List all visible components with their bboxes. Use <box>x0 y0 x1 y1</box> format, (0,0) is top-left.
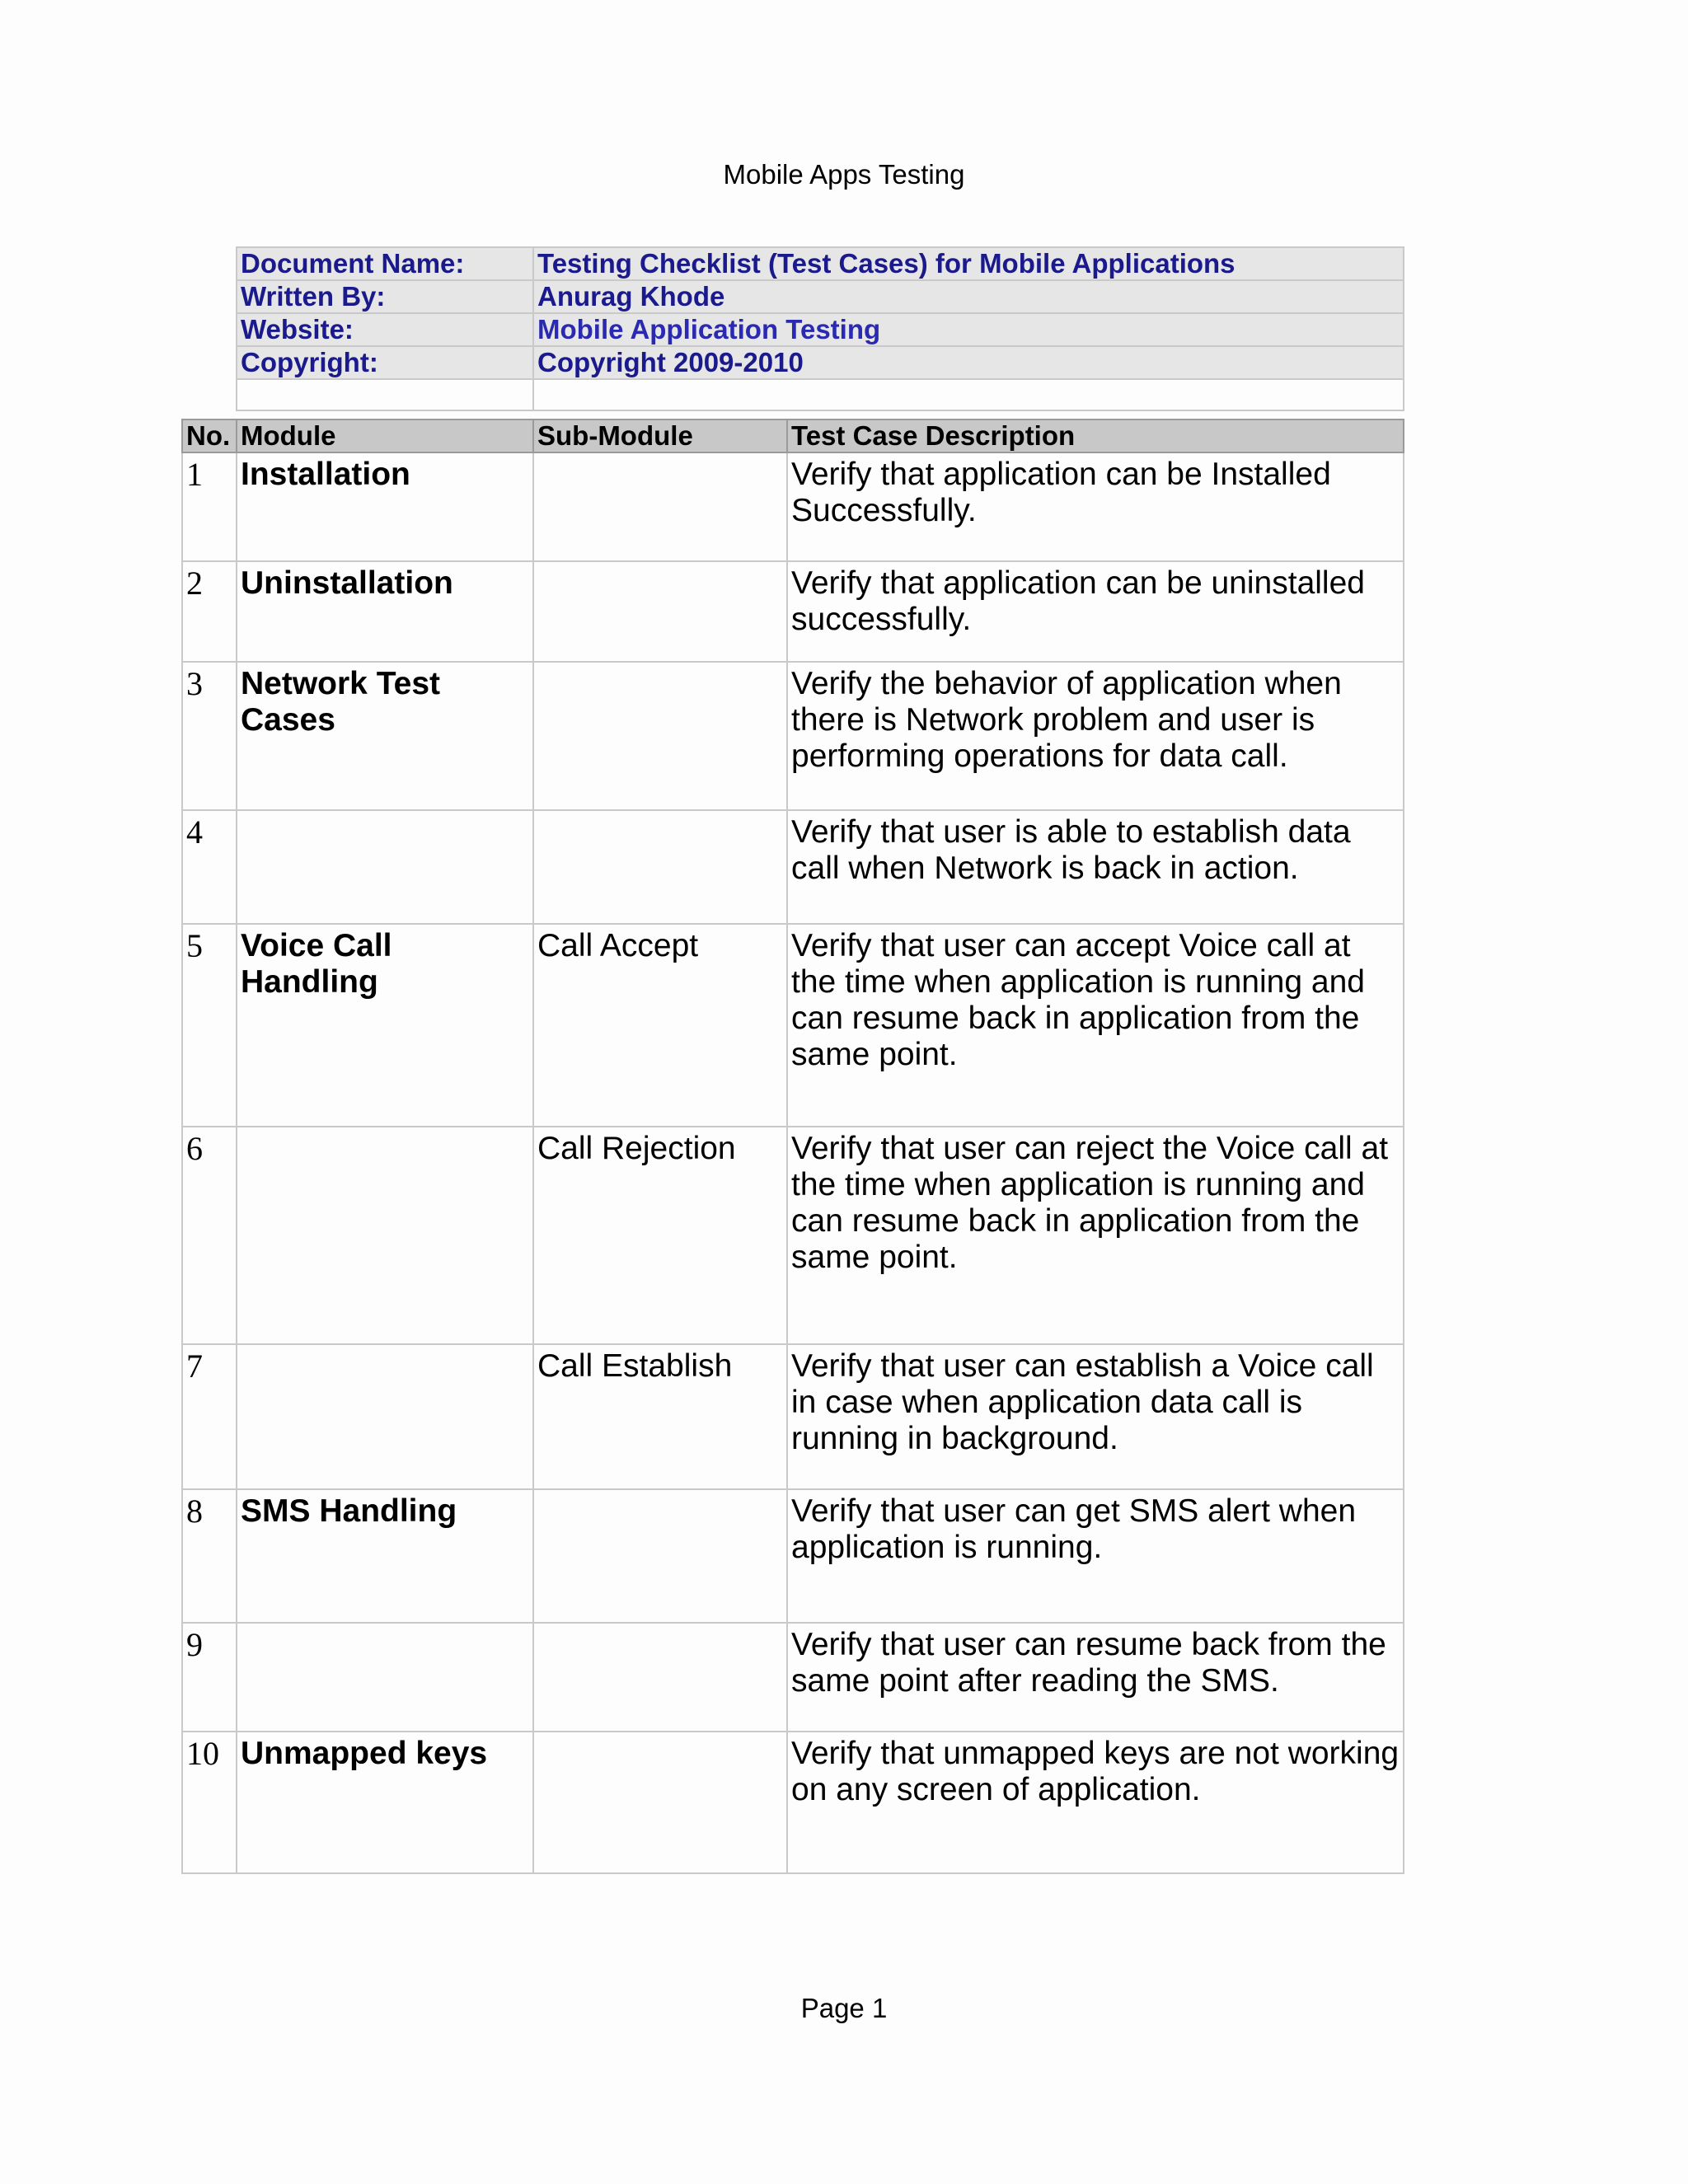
case-sub-module <box>533 810 787 924</box>
case-description: Verify that unmapped keys are not working on any screen of application. <box>787 1732 1404 1873</box>
column-header-description: Test Case Description <box>787 419 1404 452</box>
meta-row-written-by <box>237 280 1404 313</box>
meta-row-website <box>237 313 1404 346</box>
case-sub-module: Call Rejection <box>533 1127 787 1344</box>
case-sub-module <box>533 1489 787 1623</box>
meta-row-document-name <box>237 247 1404 280</box>
case-number: 4 <box>182 810 237 924</box>
case-number: 10 <box>182 1732 237 1873</box>
case-number: 5 <box>182 924 237 1127</box>
case-number: 1 <box>182 452 237 561</box>
table-row <box>182 452 1404 561</box>
case-number: 9 <box>182 1623 237 1732</box>
table-row <box>182 662 1404 810</box>
case-description: Verify the behavior of application when there is Network problem and user is performing operations for data call. <box>787 662 1404 810</box>
case-module: Voice Call Handling <box>237 924 533 1127</box>
case-sub-module: Call Accept <box>533 924 787 1127</box>
case-description: Verify that user can accept Voice call at the time when application is running and can resume back in application from the same point. <box>787 924 1404 1127</box>
case-description: Verify that user can resume back from the same point after reading the SMS. <box>787 1623 1404 1732</box>
case-number: 3 <box>182 662 237 810</box>
case-number: 6 <box>182 1127 237 1344</box>
case-number: 8 <box>182 1489 237 1623</box>
table-row <box>182 561 1404 662</box>
document-info-table <box>236 246 1404 411</box>
case-module: Uninstallation <box>237 561 533 662</box>
case-sub-module <box>533 452 787 561</box>
case-number: 7 <box>182 1344 237 1489</box>
case-sub-module <box>533 561 787 662</box>
meta-label: Copyright: <box>237 346 533 379</box>
case-sub-module <box>533 662 787 810</box>
table-row <box>182 1127 1404 1344</box>
case-number: 2 <box>182 561 237 662</box>
website-link[interactable]: Mobile Application Testing <box>533 313 1404 346</box>
case-description: Verify that user is able to establish data call when Network is back in action. <box>787 810 1404 924</box>
case-module <box>237 1127 533 1344</box>
meta-value-document-name: Testing Checklist (Test Cases) for Mobile Applications <box>533 247 1404 280</box>
page-header-title: Mobile Apps Testing <box>723 159 965 190</box>
meta-label: Document Name: <box>237 247 533 280</box>
table-row <box>182 1489 1404 1623</box>
page-number: Page 1 <box>800 1993 888 2023</box>
meta-value-author: Anurag Khode <box>533 280 1404 313</box>
test-cases-table <box>181 419 1404 1874</box>
case-description: Verify that user can establish a Voice call in case when application data call is running in background. <box>787 1344 1404 1489</box>
column-header-no: No. <box>182 419 237 452</box>
table-row <box>182 924 1404 1127</box>
case-description: Verify that application can be uninstalled successfully. <box>787 561 1404 662</box>
case-description: Verify that user can get SMS alert when application is running. <box>787 1489 1404 1623</box>
meta-label: Written By: <box>237 280 533 313</box>
case-module: Installation <box>237 452 533 561</box>
table-row <box>182 1732 1404 1873</box>
case-sub-module <box>533 1732 787 1873</box>
column-header-module: Module <box>237 419 533 452</box>
table-row <box>182 1623 1404 1732</box>
meta-spacer-row <box>237 379 1404 410</box>
case-description: Verify that user can reject the Voice call at the time when application is running and can resume back in application from the same point. <box>787 1127 1404 1344</box>
column-header-sub-module: Sub-Module <box>533 419 787 452</box>
case-module: Unmapped keys <box>237 1732 533 1873</box>
case-module: Network Test Cases <box>237 662 533 810</box>
case-module <box>237 1344 533 1489</box>
case-description: Verify that application can be Installed Successfully. <box>787 452 1404 561</box>
case-sub-module <box>533 1623 787 1732</box>
case-sub-module: Call Establish <box>533 1344 787 1489</box>
case-module <box>237 810 533 924</box>
table-header-row <box>182 419 1404 452</box>
table-row <box>182 1344 1404 1489</box>
table-row <box>182 810 1404 924</box>
meta-row-copyright <box>237 346 1404 379</box>
case-module: SMS Handling <box>237 1489 533 1623</box>
meta-value-copyright: Copyright 2009-2010 <box>533 346 1404 379</box>
meta-label: Website: <box>237 313 533 346</box>
case-module <box>237 1623 533 1732</box>
